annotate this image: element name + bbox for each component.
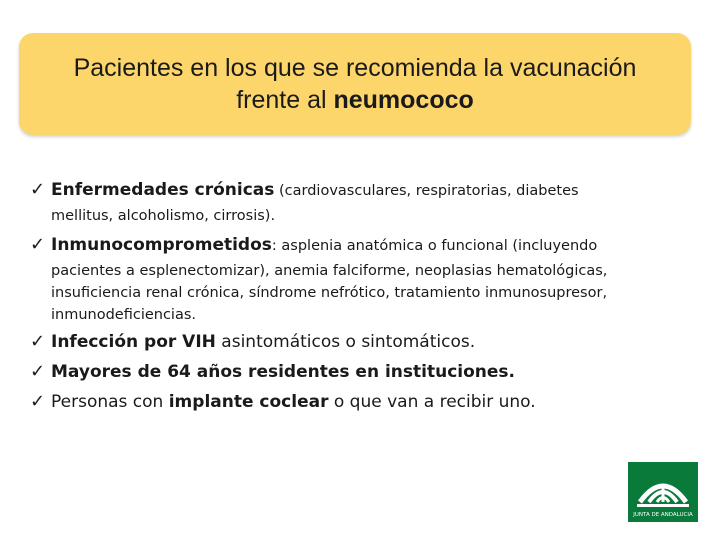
check-icon: ✓ [30, 331, 46, 352]
item-text: (cardiovasculares, respiratorias, diabetes [274, 183, 579, 199]
item-bold: Inmunocomprometidos [51, 235, 272, 255]
logo-arches-icon [628, 462, 698, 522]
title-box [19, 33, 691, 135]
item-continuation: inmunodeficiencias. [51, 307, 197, 323]
list-item [30, 328, 700, 356]
item-bold: Infección por VIH [51, 332, 216, 352]
title-line-2 [236, 84, 474, 116]
item-continuation: pacientes a esplenectomizar), anemia falciforme, neoplasias hematológicas, [51, 263, 608, 279]
list-item [30, 231, 700, 326]
item-bold: implante coclear [168, 392, 329, 412]
list-item [30, 176, 700, 227]
item-bold: Mayores de 64 años residentes en instituciones. [51, 362, 515, 382]
item-text: o que van a recibir uno. [328, 392, 536, 412]
title-line-2-prefix: frente al [236, 86, 334, 114]
junta-de-andalucia-logo [628, 462, 698, 522]
item-continuation: mellitus, alcoholismo, cirrosis). [51, 208, 276, 224]
title-line-1: Pacientes en los que se recomienda la vacunación [73, 54, 637, 82]
recommendation-list [30, 176, 700, 416]
list-item [30, 388, 700, 416]
check-icon: ✓ [30, 361, 46, 382]
logo-text: JUNTA DE ANDALUCIA [633, 512, 693, 518]
item-text-pre: Personas con [51, 392, 169, 412]
list-item [30, 358, 700, 386]
check-icon: ✓ [30, 179, 46, 200]
title-keyword: neumococo [333, 86, 474, 114]
check-icon: ✓ [30, 234, 46, 255]
check-icon: ✓ [30, 391, 46, 412]
item-text: asintomáticos o sintomáticos. [215, 332, 476, 352]
item-text: : asplenia anatómica o funcional (incluyendo [271, 238, 598, 254]
item-bold: Enfermedades crónicas [51, 180, 275, 200]
item-continuation: insuficiencia renal crónica, síndrome nefrótico, tratamiento inmunosupresor, [51, 285, 608, 301]
